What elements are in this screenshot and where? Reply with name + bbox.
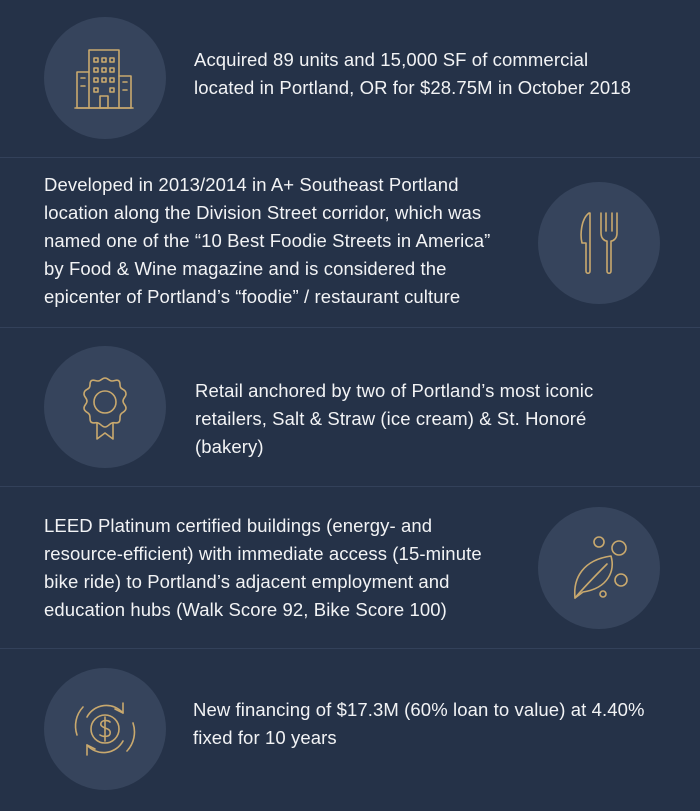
dollar-refresh-icon [71,695,139,763]
fork-knife-icon [575,209,623,277]
highlight-text: Acquired 89 units and 15,000 SF of commercial located in Portland, OR for $28.75M in October 2018 [194,49,632,98]
icon-badge [44,346,166,468]
leaf-eco-icon [567,534,631,602]
highlight-text: Developed in 2013/2014 in A+ Southeast Portland location along the Division Street corridor, which was named one of the “10 Best Foodie Streets in America” by Food & Wine magazine and is considered the epicenter of Portland’s “foodie” / restaurant culture [44,174,491,307]
icon-badge [44,668,166,790]
highlight-item-financing [0,649,700,811]
icon-badge [538,507,660,629]
award-ribbon-icon [77,373,133,441]
highlight-text: New financing of $17.3M (60% loan to value) at 4.40% fixed for 10 years [193,699,645,748]
highlight-item-location [0,158,700,327]
icon-badge [44,17,166,139]
icon-badge [538,182,660,304]
highlight-text: LEED Platinum certified buildings (energy- and resource-efficient) with immediate access (15-minute bike ride) to Portland’s adjacent employment and education hubs (Walk Score 92, Bike Score 100) [44,515,482,620]
highlight-text: Retail anchored by two of Portland’s most iconic retailers, Salt & Straw (ice cream) & St. Honoré (bakery) [195,380,594,457]
building-icon [73,46,137,110]
highlight-item-retail [0,328,700,486]
highlight-item-leed [0,487,700,648]
highlight-item-acquisition [0,0,700,157]
